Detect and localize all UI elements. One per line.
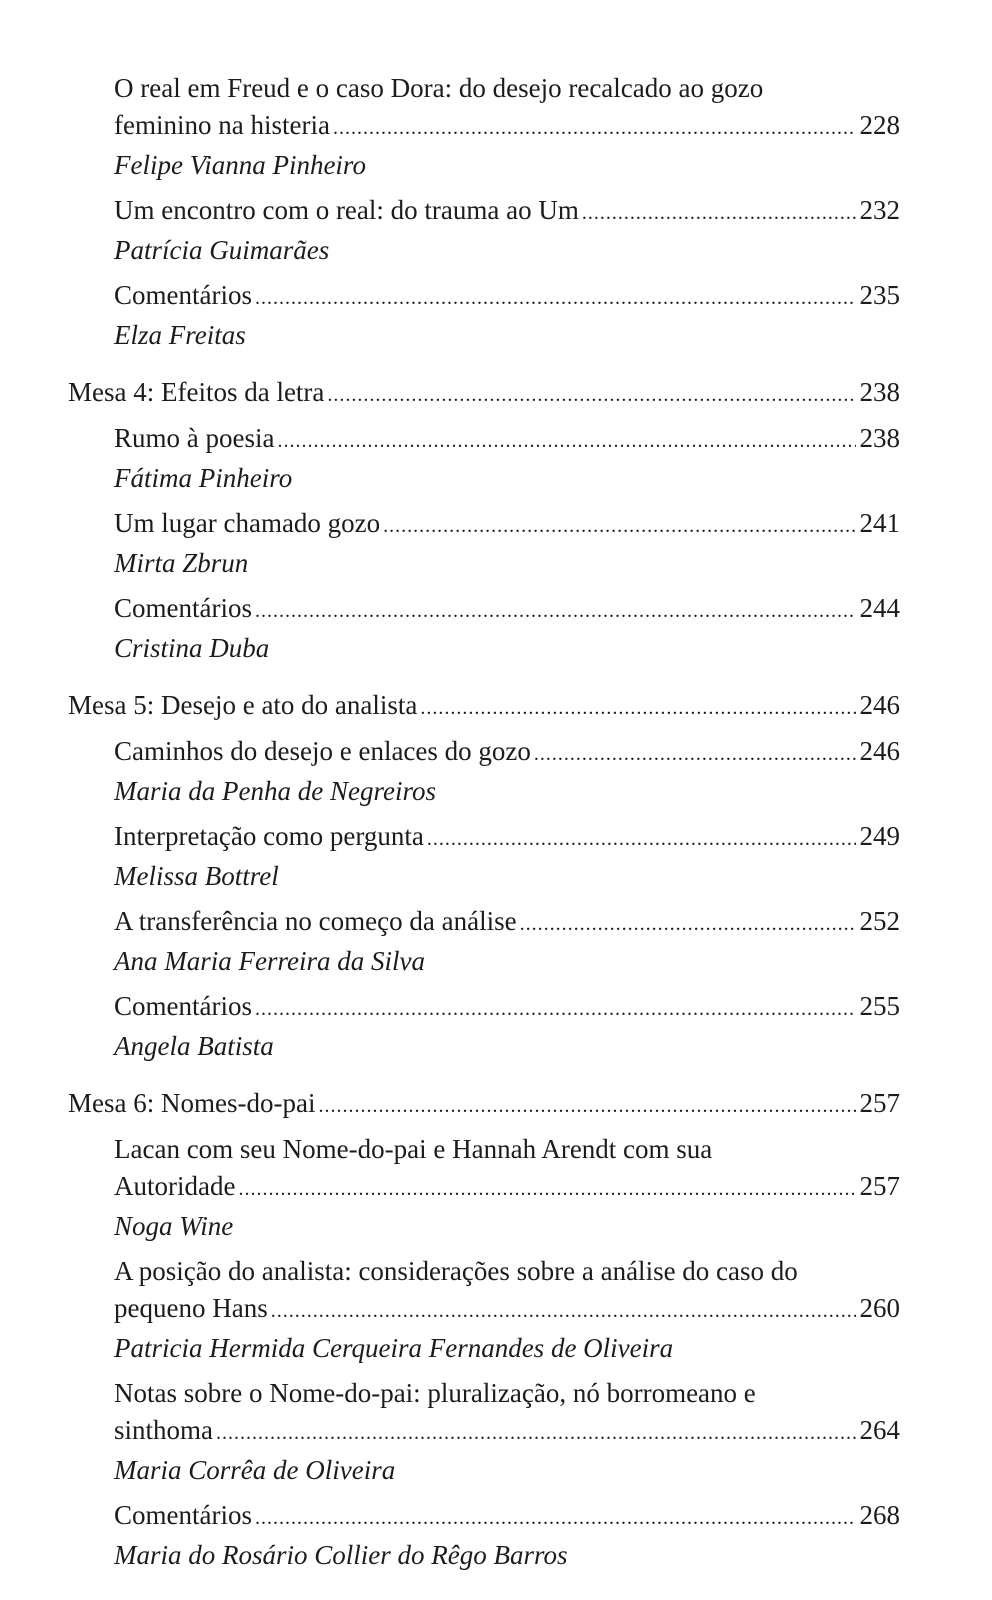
spacer: [68, 667, 900, 675]
entry-title: Mesa 5: Desejo e ato do analista: [68, 690, 418, 720]
entry-title: A transferência no começo da análise: [114, 906, 517, 936]
page-number: 257: [859, 1171, 900, 1201]
page-number: 241: [859, 508, 900, 538]
page-number: 232: [859, 195, 900, 225]
entry-author: Maria Corrêa de Oliveira: [114, 1455, 396, 1485]
entry-row: [114, 1412, 900, 1452]
entry-author: Mirta Zbrun: [114, 548, 249, 578]
section-heading: [68, 1085, 900, 1125]
dot-leader: [520, 906, 856, 943]
entry-author: Patricia Hermida Cerqueira Fernandes de Oliveira: [114, 1333, 674, 1363]
entry-title: Mesa 4: Efeitos da letra: [68, 377, 325, 407]
entry-row: [114, 1290, 900, 1330]
toc-entry: [114, 903, 900, 980]
entry-title: Comentários: [114, 280, 252, 310]
entry-title: Comentários: [114, 593, 252, 623]
spacer: [68, 980, 900, 988]
entry-row: [114, 192, 900, 232]
entry-author: Maria do Rosário Collier do Rêgo Barros: [114, 1540, 568, 1570]
spacer: [68, 269, 900, 277]
dot-leader: [427, 821, 856, 858]
dot-leader: [333, 110, 856, 147]
entry-author: Cristina Duba: [114, 633, 270, 663]
entry-row: [114, 1497, 900, 1537]
spacer: [68, 582, 900, 590]
dot-leader: [255, 593, 856, 630]
table-of-contents: [68, 70, 900, 1582]
dot-leader: [534, 736, 856, 773]
toc-entry: [114, 505, 900, 582]
section-heading: [68, 374, 900, 414]
dot-leader: [327, 377, 855, 414]
entry-title: Um lugar chamado gozo: [114, 508, 381, 538]
entry-row: [114, 277, 900, 317]
entry-author: Fátima Pinheiro: [114, 463, 293, 493]
entry-title-line: O real em Freud e o caso Dora: do desejo recalcado ao gozo: [114, 73, 764, 103]
dot-leader: [318, 1088, 855, 1125]
dot-leader: [255, 280, 856, 317]
entry-title: Caminhos do desejo e enlaces do gozo: [114, 736, 531, 766]
entry-row: [114, 903, 900, 943]
toc-entry: [114, 277, 900, 354]
toc-entry: [114, 1131, 900, 1245]
spacer: [68, 895, 900, 903]
page-number: 257: [859, 1088, 900, 1118]
entry-author: Angela Batista: [114, 1031, 274, 1061]
entry-author: Elza Freitas: [114, 320, 246, 350]
entry-title: Interpretação como pergunta: [114, 821, 424, 851]
page-number: 255: [859, 991, 900, 1021]
entry-title: Comentários: [114, 991, 252, 1021]
entry-row: [114, 505, 900, 545]
toc-entry: [114, 1375, 900, 1489]
entry-author: Ana Maria Ferreira da Silva: [114, 946, 425, 976]
page-number: 246: [859, 690, 900, 720]
entry-row: [114, 733, 900, 773]
entry-title: Autoridade: [114, 1171, 236, 1201]
spacer: [68, 1489, 900, 1497]
toc-entry: [114, 420, 900, 497]
dot-leader: [255, 1500, 856, 1537]
page-number: 244: [859, 593, 900, 623]
entry-title-line: Lacan com seu Nome-do-pai e Hannah Arendt com sua: [114, 1134, 713, 1164]
spacer: [68, 354, 900, 362]
dot-leader: [277, 423, 855, 460]
dot-leader: [582, 195, 856, 232]
toc-entry: [114, 1253, 900, 1367]
entry-title: pequeno Hans: [114, 1293, 268, 1323]
entry-author: Maria da Penha de Negreiros: [114, 776, 436, 806]
dot-leader: [216, 1415, 856, 1452]
spacer: [68, 1367, 900, 1375]
page-number: 238: [859, 423, 900, 453]
spacer: [68, 810, 900, 818]
page-number: 252: [859, 906, 900, 936]
entry-title: feminino na histeria: [114, 110, 330, 140]
dot-leader: [271, 1293, 856, 1330]
entry-author: Melissa Bottrel: [114, 861, 279, 891]
spacer: [68, 1574, 900, 1582]
page-number: 264: [859, 1415, 900, 1445]
spacer: [68, 1065, 900, 1073]
entry-title-line: A posição do analista: considerações sobre a análise do caso do: [114, 1256, 798, 1286]
entry-title: sinthoma: [114, 1415, 213, 1445]
entry-author: Noga Wine: [114, 1211, 234, 1241]
toc-entry: [114, 590, 900, 667]
entry-author: Felipe Vianna Pinheiro: [114, 150, 366, 180]
spacer: [68, 184, 900, 192]
entry-title-line: Notas sobre o Nome-do-pai: pluralização, nó borromeano e: [114, 1378, 756, 1408]
page-number: 228: [859, 110, 900, 140]
page-number: 238: [859, 377, 900, 407]
page-number: 260: [859, 1293, 900, 1323]
dot-leader: [238, 1171, 855, 1208]
toc-entry: [114, 70, 900, 184]
dot-leader: [383, 508, 855, 545]
dot-leader: [420, 690, 855, 727]
toc-entry: [114, 818, 900, 895]
page-number: 249: [859, 821, 900, 851]
entry-row: [114, 1168, 900, 1208]
entry-row: [114, 420, 900, 460]
page-number: 268: [859, 1500, 900, 1530]
spacer: [68, 497, 900, 505]
entry-row: [114, 818, 900, 858]
entry-row: [114, 107, 900, 147]
section-heading: [68, 687, 900, 727]
entry-title: Mesa 6: Nomes-do-pai: [68, 1088, 316, 1118]
page-number: 246: [859, 736, 900, 766]
toc-entry: [114, 988, 900, 1065]
entry-title: Comentários: [114, 1500, 252, 1530]
toc-entry: [114, 733, 900, 810]
entry-row: [114, 988, 900, 1028]
entry-author: Patrícia Guimarães: [114, 235, 330, 265]
entry-title: Rumo à poesia: [114, 423, 275, 453]
toc-entry: [114, 192, 900, 269]
dot-leader: [255, 991, 856, 1028]
entry-row: [114, 590, 900, 630]
spacer: [68, 1245, 900, 1253]
page-number: 235: [859, 280, 900, 310]
entry-title: Um encontro com o real: do trauma ao Um: [114, 195, 579, 225]
toc-entry: [114, 1497, 900, 1574]
